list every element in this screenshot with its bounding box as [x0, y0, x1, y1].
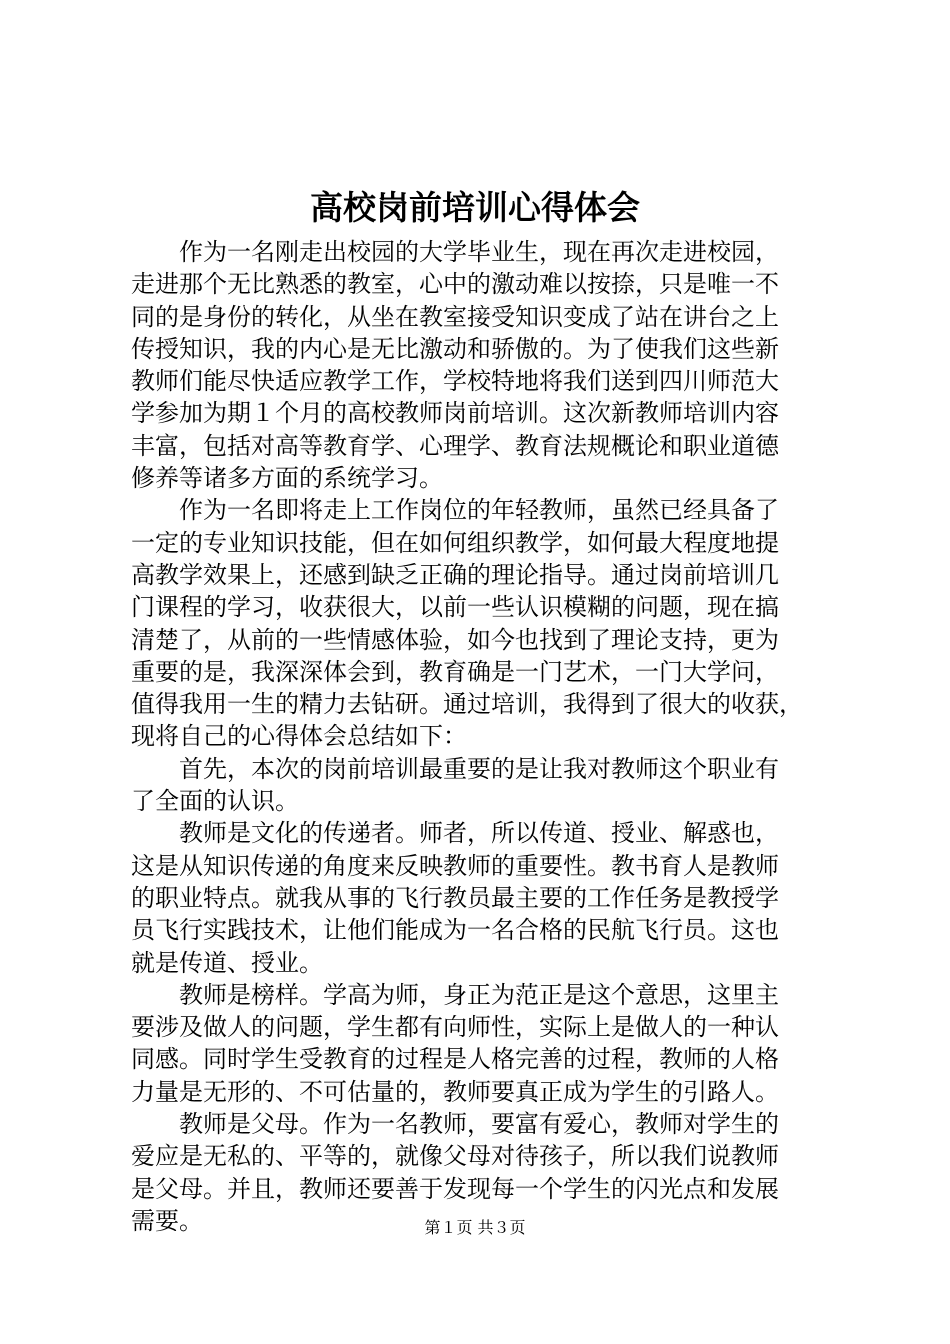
- text-line: 教师是文化的传递者。师者，所以传道、授业、解惑也，: [179, 819, 779, 848]
- text-line: 教师们能尽快适应教学工作，学校特地将我们送到四川师范大: [131, 367, 779, 396]
- text-line: 员飞行实践技术，让他们能成为一名合格的民航飞行员。这也: [131, 916, 779, 945]
- paragraph-3: [131, 753, 831, 818]
- text-line: 学参加为期１个月的高校教师岗前培训。这次新教师培训内容: [131, 399, 779, 428]
- text-line: 丰富，包括对高等教育学、心理学、教育法规概论和职业道德: [131, 431, 779, 460]
- text-line: 要涉及做人的问题，学生都有向师性，实际上是做人的一种认: [131, 1013, 779, 1042]
- text-line: 同的是身份的转化，从坐在教室接受知识变成了站在讲台之上: [131, 302, 779, 331]
- text-line: 清楚了，从前的一些情感体验，如今也找到了理论支持，更为: [131, 625, 779, 654]
- page-footer: 第１页 共３页: [424, 1218, 526, 1237]
- text-line: 一定的专业知识技能，但在如何组织教学，如何最大程度地提: [131, 528, 779, 557]
- paragraph-4: [131, 817, 831, 978]
- text-line: 同感。同时学生受教育的过程是人格完善的过程，教师的人格: [131, 1045, 779, 1074]
- text-line: 教师是榜样。学高为师，身正为范正是这个意思，这里主: [179, 980, 779, 1009]
- paragraph-2: [131, 494, 831, 752]
- text-line: 就是传道、授业。: [131, 948, 323, 977]
- text-line: 作为一名即将走上工作岗位的年轻教师，虽然已经具备了: [179, 496, 779, 525]
- text-line: 教师是父母。作为一名教师，要富有爱心，教师对学生的: [179, 1110, 779, 1139]
- text-line: 力量是无形的、不可估量的，教师要真正成为学生的引路人。: [131, 1077, 779, 1106]
- text-line: 这是从知识传递的角度来反映教师的重要性。教书育人是教师: [131, 851, 779, 880]
- text-line: 门课程的学习，收获很大，以前一些认识模糊的问题，现在搞: [131, 593, 779, 622]
- text-line: 现将自己的心得体会总结如下：: [131, 722, 467, 751]
- text-line: 高教学效果上，还感到缺乏正确的理论指导。通过岗前培训几: [131, 560, 779, 589]
- text-line: 需要。: [131, 1206, 203, 1235]
- text-line: 首先，本次的岗前培训最重要的是让我对教师这个职业有: [179, 754, 779, 783]
- paragraph-1: [131, 236, 831, 494]
- page-title: 高校岗前培训心得体会: [310, 188, 640, 227]
- text-line: 是父母。并且，教师还要善于发现每一个学生的闪光点和发展: [131, 1174, 779, 1203]
- text-line: 值得我用一生的精力去钻研。通过培训，我得到了很大的收获，: [131, 690, 803, 719]
- paragraph-5: [131, 979, 831, 1108]
- text-line: 传授知识，我的内心是无比激动和骄傲的。为了使我们这些新: [131, 334, 779, 363]
- text-line: 走进那个无比熟悉的教室，心中的激动难以按捺，只是唯一不: [131, 270, 779, 299]
- text-line: 作为一名刚走出校园的大学毕业生，现在再次走进校园，: [179, 238, 779, 266]
- text-line: 了全面的认识。: [131, 787, 299, 816]
- text-line: 的职业特点。就我从事的飞行教员最主要的工作任务是教授学: [131, 883, 779, 912]
- text-line: 重要的是，我深深体会到，教育确是一门艺术，一门大学问，: [131, 657, 779, 686]
- text-line: 爱应是无私的、平等的，就像父母对待孩子，所以我们说教师: [131, 1142, 779, 1171]
- text-line: 修养等诸多方面的系统学习。: [131, 464, 443, 493]
- document-body: [131, 236, 831, 1237]
